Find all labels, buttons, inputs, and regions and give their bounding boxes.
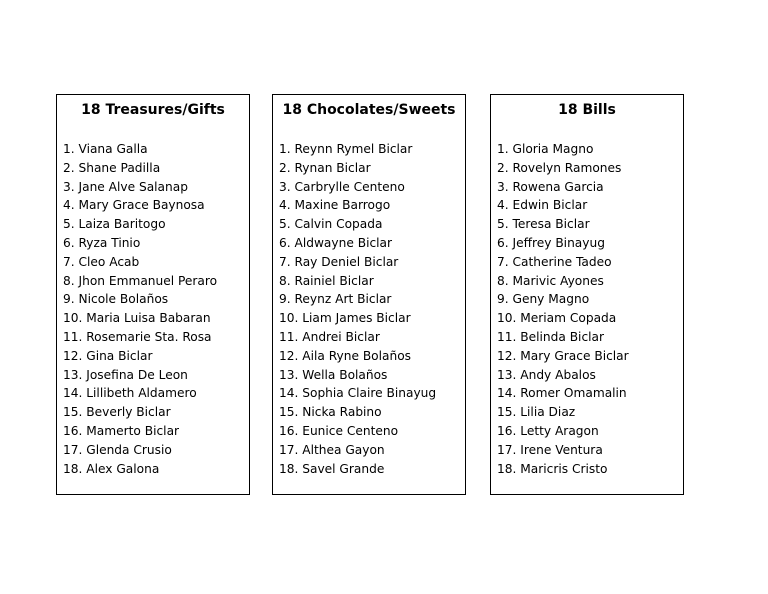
list-item: 14. Romer Omamalin (497, 386, 627, 401)
list-item: 14. Lillibeth Aldamero (63, 386, 197, 401)
list-item: 17. Althea Gayon (279, 442, 385, 457)
list-item: 1. Viana Galla (63, 142, 148, 156)
list-item: 10. Meriam Copada (497, 311, 617, 326)
list-item: 3. Jane Alve Salanap (63, 179, 188, 194)
list-item: 5. Teresa Biclar (497, 217, 590, 232)
list-item: 9. Reynz Art Biclar (279, 292, 392, 307)
list-item: 6. Jeffrey Binayug (497, 235, 605, 250)
list-item: 12. Mary Grace Biclar (497, 348, 629, 363)
list-item: 13. Josefina De Leon (63, 367, 188, 382)
list-item: 11. Rosemarie Sta. Rosa (63, 329, 212, 344)
list-item: 17. Glenda Crusio (63, 442, 172, 457)
list-item: 8. Marivic Ayones (497, 273, 604, 288)
list-title: 18 Bills (558, 102, 616, 118)
list-item: 15. Beverly Biclar (63, 405, 171, 420)
list-item: 10. Liam James Biclar (279, 311, 411, 326)
name-list (57, 140, 249, 478)
list-item: 14. Sophia Claire Binayug (279, 386, 437, 401)
list-title: 18 Treasures/Gifts (81, 102, 225, 118)
list-item: 18. Maricris Cristo (497, 461, 608, 476)
list-item: 9. Geny Magno (497, 292, 590, 307)
list-item: 17. Irene Ventura (497, 442, 603, 457)
list-item: 3. Carbrylle Centeno (279, 179, 405, 194)
list-item: 8. Rainiel Biclar (279, 273, 374, 288)
list-item: 18. Alex Galona (63, 461, 160, 476)
list-item: 13. Wella Bolaños (279, 367, 388, 382)
list-item: 7. Catherine Tadeo (497, 254, 612, 269)
list-item: 10. Maria Luisa Babaran (63, 311, 211, 326)
list-title: 18 Chocolates/Sweets (282, 102, 456, 118)
list-item: 2. Shane Padilla (63, 160, 161, 175)
list-item: 2. Rynan Biclar (279, 160, 371, 175)
list-item: 9. Nicole Bolaños (63, 292, 169, 307)
list-item: 5. Laiza Baritogo (63, 217, 166, 232)
list-item: 11. Belinda Biclar (497, 329, 605, 344)
list-item: 4. Mary Grace Baynosa (63, 198, 205, 213)
list-item: 6. Ryza Tinio (63, 235, 141, 250)
list-item: 11. Andrei Biclar (279, 329, 380, 344)
treasures-gifts-list (56, 94, 250, 495)
name-list (491, 140, 683, 478)
list-item: 4. Maxine Barrogo (279, 198, 391, 213)
list-item: 2. Rovelyn Ramones (497, 160, 622, 175)
list-item: 15. Lilia Diaz (497, 405, 576, 420)
chocolates-sweets-list (272, 94, 466, 495)
list-item: 3. Rowena Garcia (497, 179, 604, 194)
list-item: 15. Nicka Rabino (279, 405, 382, 420)
bills-list (490, 94, 684, 495)
list-item: 1. Gloria Magno (497, 142, 594, 156)
list-item: 16. Eunice Centeno (279, 423, 399, 438)
list-item: 16. Letty Aragon (497, 423, 599, 438)
list-item: 16. Mamerto Biclar (63, 423, 180, 438)
list-item: 12. Gina Biclar (63, 348, 153, 363)
list-item: 18. Savel Grande (279, 461, 385, 476)
list-item: 12. Aila Ryne Bolaños (279, 348, 412, 363)
list-item: 7. Ray Deniel Biclar (279, 254, 399, 269)
name-list (273, 140, 465, 478)
list-item: 4. Edwin Biclar (497, 198, 588, 213)
list-item: 7. Cleo Acab (63, 254, 140, 269)
list-item: 8. Jhon Emmanuel Peraro (63, 273, 218, 288)
list-item: 5. Calvin Copada (279, 217, 383, 232)
list-item: 6. Aldwayne Biclar (279, 235, 393, 250)
list-item: 13. Andy Abalos (497, 367, 596, 382)
list-item: 1. Reynn Rymel Biclar (279, 142, 413, 156)
